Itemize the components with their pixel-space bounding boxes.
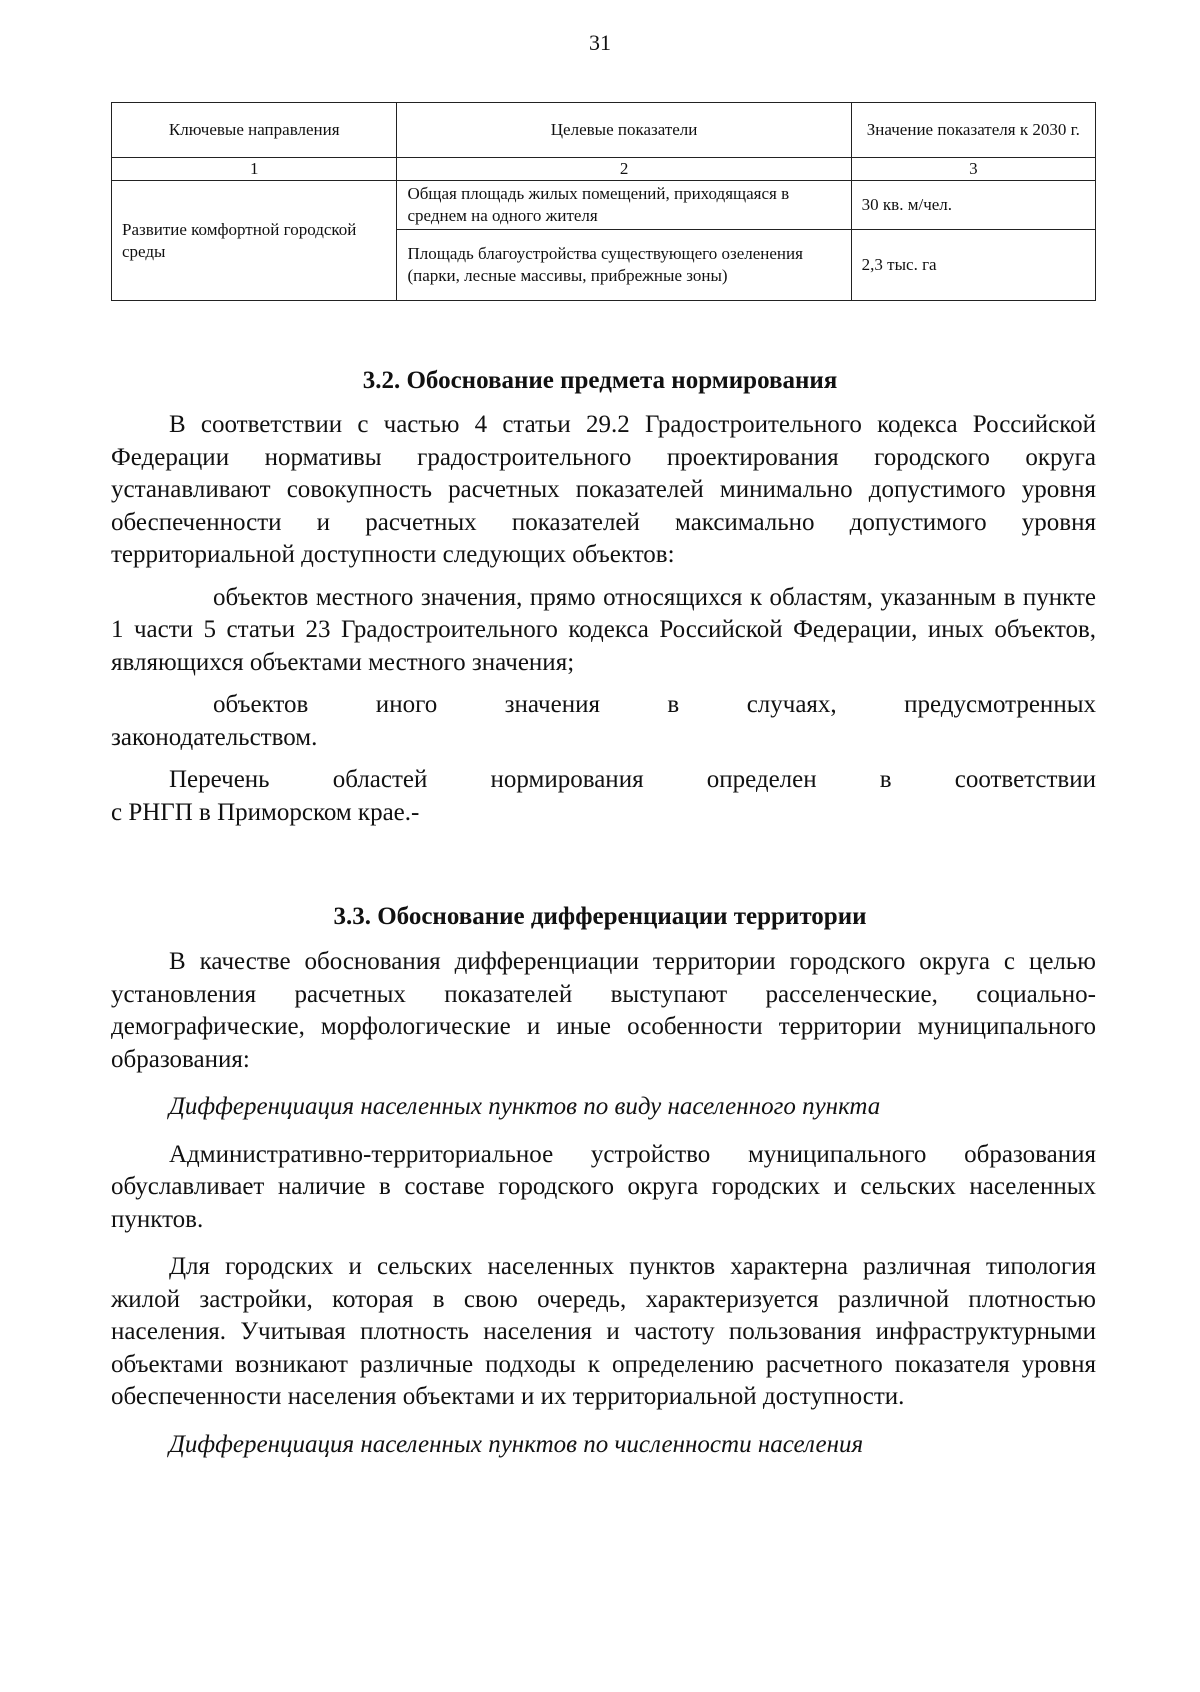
- indicator-cell: Площадь благоустройства существующего озеленения (парки, лесные массивы, прибрежные зоны): [397, 230, 851, 301]
- direction-cell: Развитие комфортной городской среды: [112, 181, 397, 301]
- header-value: Значение показателя к 2030 г.: [851, 103, 1095, 158]
- column-number: 2: [397, 158, 851, 181]
- table-column-numbers-row: [112, 158, 1096, 181]
- header-directions: Ключевые направления: [112, 103, 397, 158]
- column-number: 1: [112, 158, 397, 181]
- indicator-cell: Общая площадь жилых помещений, приходящаяся в среднем на одного жителя: [397, 181, 851, 230]
- paragraph-line: Перечень областей нормирования определен в соответствии: [169, 766, 1096, 793]
- section-3-2-body: [111, 409, 1096, 829]
- column-number: 3: [851, 158, 1095, 181]
- section-3-2-heading: 3.2. Обоснование предмета нормирования: [362, 367, 838, 394]
- value-cell: 30 кв. м/чел.: [851, 181, 1095, 230]
- paragraph: В качестве обоснования дифференциации территории городского округа с целью установления расчетных показателей выступают расселенческие, социально-демографические, морфологические и иные особенности территории муниципального образования:: [111, 948, 1096, 1073]
- paragraph-line: законодательством.: [111, 723, 318, 751]
- indicators-table: [111, 102, 1096, 301]
- paragraph-line: с РНГП в Приморском крае.-: [111, 798, 420, 826]
- page-number: 31: [589, 30, 611, 55]
- value-cell: 2,3 тыс. га: [851, 230, 1095, 301]
- paragraph: [111, 764, 1096, 829]
- subheading-italic: Дифференциация населенных пунктов по виду населенного пункта: [169, 1093, 881, 1120]
- header-indicators: Целевые показатели: [397, 103, 851, 158]
- paragraph: Административно-территориальное устройство муниципального образования обуславливает наличие в составе городского округа городских и сельских населенных пунктов.: [111, 1140, 1096, 1233]
- subheading-italic: Дифференциация населенных пунктов по численности населения: [169, 1430, 864, 1458]
- table-row: [112, 181, 1096, 230]
- paragraph-line: объектов иного значения в случаях, предусмотренных: [213, 691, 1096, 718]
- paragraph: Для городских и сельских населенных пунктов характерна различная типология жилой застройки, которая в свою очередь, характеризуется различной плотностью населения. Учитывая плотность населения и частоту пользования инфраструктурными объектами возникают различные подходы к определению расчетного показателя уровня обеспеченности населения объектами и их территориальной доступности.: [111, 1253, 1096, 1410]
- table-header-row: [112, 103, 1096, 158]
- section-3-3-body: [111, 946, 1096, 1461]
- section-3-3-heading: 3.3. Обоснование дифференциации территории: [333, 903, 867, 930]
- paragraph: [111, 689, 1096, 754]
- paragraph: объектов местного значения, прямо относящихся к областям, указанным в пункте 1 части 5 статьи 23 Градостроительного кодекса Российской Федерации, иных объектов, являющихся объектами местного значения;: [111, 583, 1096, 676]
- paragraph: В соответствии с частью 4 статьи 29.2 Градостроительного кодекса Российской Федерации нормативы градостроительного проектирования городского округа устанавливают совокупность расчетных показателей минимально допустимого уровня обеспеченности и расчетных показателей максимально допустимого уровня территориальной доступности следующих объектов:: [111, 411, 1096, 568]
